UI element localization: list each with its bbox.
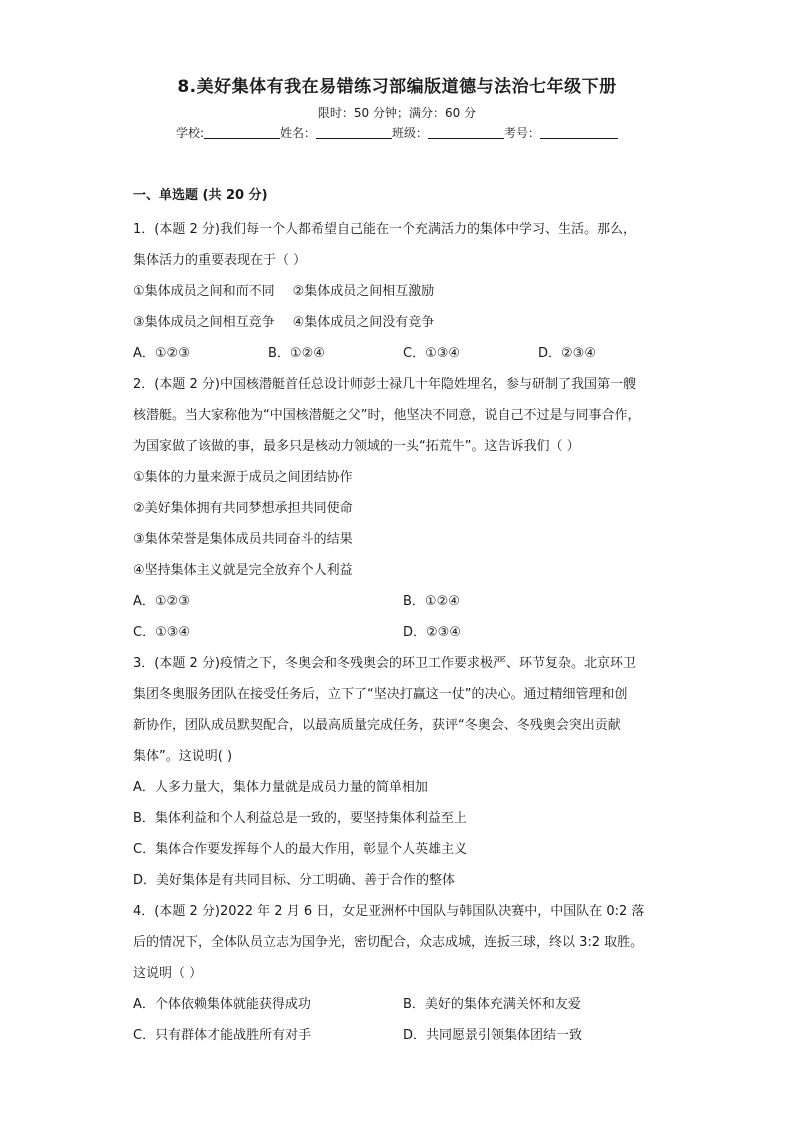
name-blank[interactable] xyxy=(316,126,392,139)
option-b[interactable]: B．集体利益和个人利益总是一致的，要坚持集体利益至上 xyxy=(133,811,467,826)
option-row xyxy=(133,586,673,617)
statement: ③集体荣誉是集体成员共同奋斗的结果 xyxy=(133,532,353,547)
question-stem-line: 集团冬奥服务团队在接受任务后，立下了“坚决打赢这一仗”的决心。通过精细管理和创 xyxy=(133,687,628,702)
statement-row xyxy=(133,276,673,307)
option-c[interactable]: C．只有群体才能战胜所有对手 xyxy=(133,1028,312,1043)
statement: ②集体成员之间相互激励 xyxy=(292,284,435,299)
option-b[interactable]: B．①②④ xyxy=(268,346,325,361)
option-row xyxy=(133,617,673,648)
question-4 xyxy=(133,896,673,1051)
option-c[interactable]: C．集体合作要发挥每个人的最大作用，彰显个人英雄主义 xyxy=(133,842,468,857)
exam-number-label: 考号： xyxy=(504,126,541,140)
question-stem-line: 2．(本题 2 分)中国核潜艇首任总设计师彭士禄几十年隐姓埋名，参与研制了我国第一艘 xyxy=(133,377,636,392)
school-label: 学校: xyxy=(175,126,204,140)
question-stem-line: 1．(本题 2 分)我们每一个人都希望自己能在一个充满活力的集体中学习、生活。那么， xyxy=(133,222,636,237)
section-title: 一、单选题 (共 20 分) xyxy=(133,188,268,203)
statement: ①集体的力量来源于成员之间团结协作 xyxy=(133,470,353,485)
option-d[interactable]: D．共同愿景引领集体团结一致 xyxy=(403,1028,583,1043)
option-c[interactable]: C．①③④ xyxy=(403,346,461,361)
question-stem-line: 为国家做了该做的事，最多只是核动力领域的一头“拓荒牛”。这告诉我们（ ） xyxy=(133,439,580,454)
option-a[interactable]: A．①②③ xyxy=(133,594,190,609)
document-title: 8.美好集体有我在易错练习部编版道德与法治七年级下册 xyxy=(177,77,617,97)
question-list xyxy=(133,186,673,1051)
option-b[interactable]: B．美好的集体充满关怀和友爱 xyxy=(403,997,581,1012)
option-row xyxy=(133,1020,673,1051)
question-2 xyxy=(133,369,673,648)
statement: ④坚持集体主义就是完全放弃个人利益 xyxy=(133,563,353,578)
question-stem-line: 后的情况下，全体队员立志为国争光，密切配合，众志成城，连扳三球，终以 3:2 取胜。 xyxy=(133,935,644,950)
option-row xyxy=(133,989,673,1020)
option-a[interactable]: A．人多力量大，集体力量就是成员力量的简单相加 xyxy=(133,780,428,795)
option-row xyxy=(133,338,673,369)
question-stem-line: 这说明（ ） xyxy=(133,966,203,981)
statement: ①集体成员之间和而不同 xyxy=(133,284,275,299)
option-b[interactable]: B．①②④ xyxy=(403,594,460,609)
question-1 xyxy=(133,214,673,369)
option-d[interactable]: D．②③④ xyxy=(538,346,596,361)
option-c[interactable]: C．①③④ xyxy=(133,625,191,640)
option-a[interactable]: A．①②③ xyxy=(133,346,190,361)
option-d[interactable]: D．美好集体是有共同目标、分工明确、善于合作的整体 xyxy=(133,873,456,888)
question-stem-line: 4．(本题 2 分)2022 年 2 月 6 日，女足亚洲杯中国队与韩国队决赛中，中国队在 0:2 落 xyxy=(133,904,645,919)
option-d[interactable]: D．②③④ xyxy=(403,625,461,640)
name-label: 姓名： xyxy=(280,126,317,140)
statement: ③集体成员之间相互竞争 xyxy=(133,315,275,330)
class-label: 班级： xyxy=(392,126,429,140)
question-stem-line: 新协作，团队成员默契配合，以最高质量完成任务，获评“冬奥会、冬残奥会突出贡献 xyxy=(133,718,621,733)
question-stem-line: 3．(本题 2 分)疫情之下，冬奥会和冬残奥会的环卫工作要求极严、环节复杂。北京环卫 xyxy=(133,656,636,671)
question-stem-line: 核潜艇。当大家称他为“中国核潜艇之父”时，他坚决不同意，说自己不过是与同事合作， xyxy=(133,408,641,423)
school-blank[interactable] xyxy=(204,126,280,139)
option-a[interactable]: A．个体依赖集体就能获得成功 xyxy=(133,997,311,1012)
class-blank[interactable] xyxy=(428,126,504,139)
question-stem-line: 集体活力的重要表现在于（ ） xyxy=(133,253,307,268)
question-3 xyxy=(133,648,673,896)
statement: ④集体成员之间没有竞争 xyxy=(292,315,435,330)
exam-time-score: 限时：50 分钟；满分：60 分 xyxy=(317,106,477,120)
statement-row xyxy=(133,307,673,338)
question-stem-line: 集体”。这说明( ) xyxy=(133,749,233,764)
statement: ②美好集体拥有共同梦想承担共同使命 xyxy=(133,501,353,516)
exam-number-blank[interactable] xyxy=(540,126,618,139)
student-info-line xyxy=(0,124,794,141)
